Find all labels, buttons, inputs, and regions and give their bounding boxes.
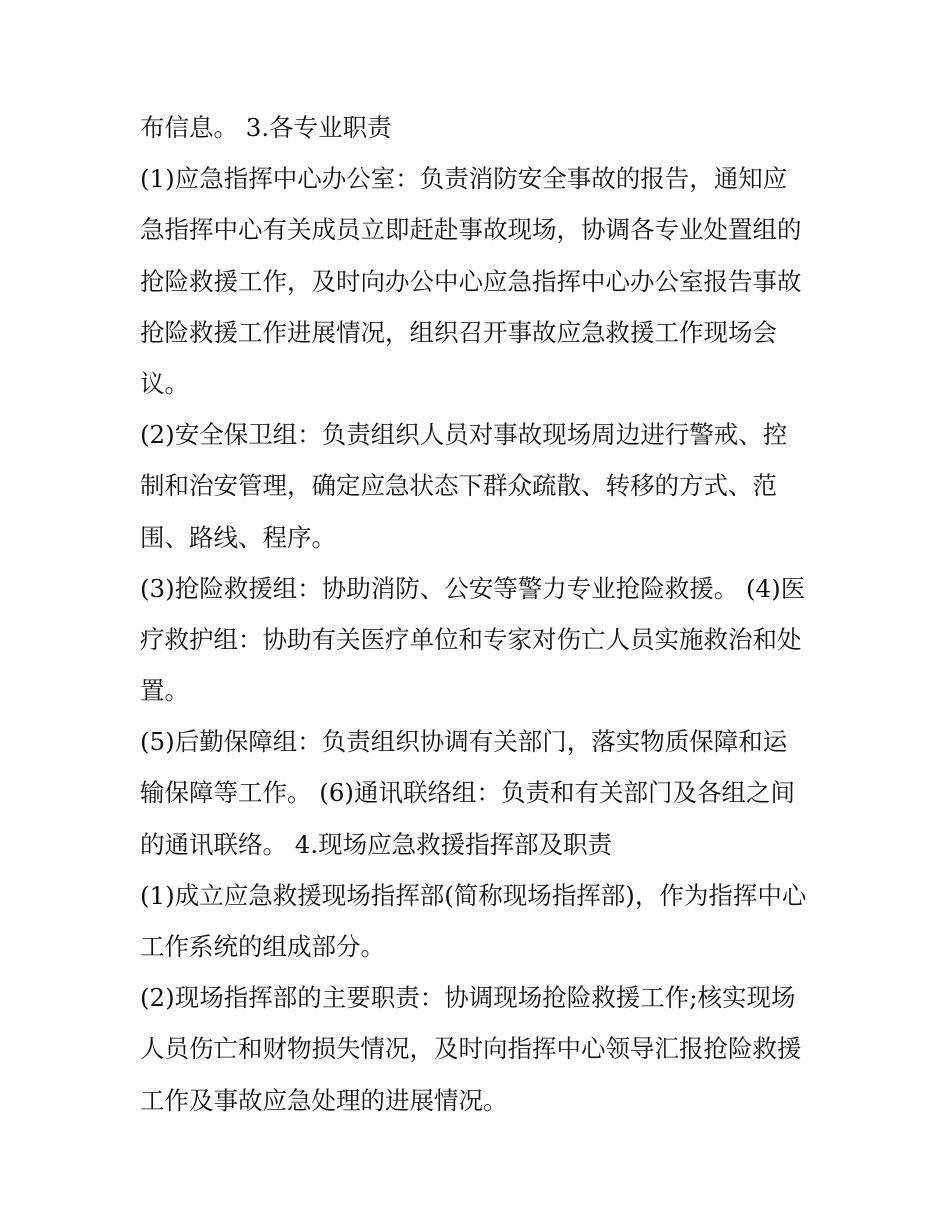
text-line: 的通讯联络。 4.现场应急救援指挥部及职责 <box>140 829 613 859</box>
text-line: 抢险救援工作进展情况，组织召开事故应急救援工作现场会 <box>140 317 777 347</box>
text-line: (1)应急指挥中心办公室：负责消防安全事故的报告，通知应 <box>140 164 788 194</box>
text-line: 围、路线、程序。 <box>140 522 336 552</box>
text-line: (2)安全保卫组：负责组织人员对事故现场周边进行警戒、控 <box>140 420 788 450</box>
text-line: 制和治安管理，确定应急状态下群众疏散、转移的方式、范 <box>140 471 777 501</box>
text-line: (5)后勤保障组：负责组织协调有关部门，落实物质保障和运 <box>140 727 788 757</box>
text-line: 工作及事故应急处理的进展情况。 <box>140 1085 508 1115</box>
text-line: 布信息。 3.各专业职责 <box>140 113 392 142</box>
text-line: 议。 <box>140 368 189 398</box>
text-line: 抢险救援工作，及时向办公中心应急指挥中心办公室报告事故 <box>140 266 802 296</box>
text-line: 工作系统的组成部分。 <box>140 932 385 961</box>
document-body <box>140 102 820 1126</box>
text-line: 输保障等工作。 (6)通讯联络组：负责和有关部门及各组之间 <box>140 778 795 808</box>
text-line: (2)现场指挥部的主要职责：协调现场抢险救援工作;核实现场 <box>140 983 796 1013</box>
text-line: 人员伤亡和财物损失情况，及时向指挥中心领导汇报抢险救援 <box>140 1034 802 1064</box>
text-line: (3)抢险救援组：协助消防、公安等警力专业抢险救援。 (4)医 <box>140 573 806 603</box>
text-line: 急指挥中心有关成员立即赶赴事故现场，协调各专业处置组的 <box>140 215 802 245</box>
text-line: (1)成立应急救援现场指挥部(简称现场指挥部)，作为指挥中心 <box>140 880 807 910</box>
text-line: 疗救护组：协助有关医疗单位和专家对伤亡人员实施救治和处 <box>140 624 802 654</box>
text-line: 置。 <box>140 676 189 706</box>
